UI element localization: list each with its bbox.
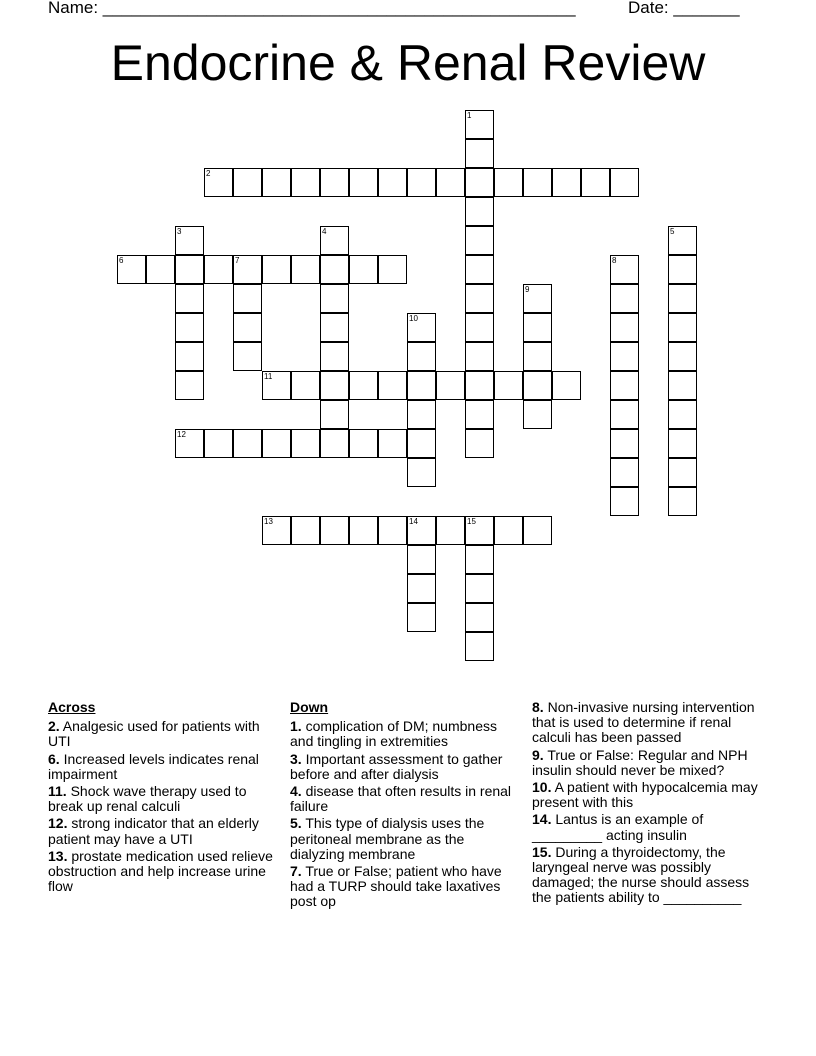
grid-cell[interactable] (465, 574, 494, 603)
grid-cell[interactable] (610, 255, 639, 284)
grid-cell[interactable] (175, 371, 204, 400)
clue-number: 2 (206, 169, 211, 178)
grid-cell[interactable] (465, 632, 494, 661)
grid-cell[interactable] (378, 168, 407, 197)
grid-cell[interactable] (465, 226, 494, 255)
clue-number: 10. (532, 779, 552, 796)
clue-number: 7. (290, 863, 302, 880)
clue-number: 14. (532, 811, 552, 828)
grid-cell[interactable] (523, 516, 552, 545)
grid-cell[interactable] (407, 603, 436, 632)
clue-item (290, 864, 518, 910)
grid-cell[interactable] (668, 255, 697, 284)
clue-number: 3 (177, 227, 182, 236)
grid-cell[interactable] (610, 400, 639, 429)
grid-cell[interactable] (668, 487, 697, 516)
grid-cell[interactable] (291, 168, 320, 197)
grid-cell[interactable] (175, 284, 204, 313)
grid-cell[interactable] (465, 603, 494, 632)
clue-number: 6 (119, 256, 124, 265)
grid-cell[interactable] (407, 313, 436, 342)
clue-item (290, 752, 518, 782)
clue-item (48, 719, 276, 749)
grid-cell[interactable] (349, 516, 378, 545)
grid-cell[interactable] (204, 168, 233, 197)
down-clues (290, 700, 518, 912)
grid-cell[interactable] (610, 487, 639, 516)
grid-cell[interactable] (581, 168, 610, 197)
clue-item (532, 780, 762, 810)
clue-number: 14 (409, 517, 418, 526)
clue-number: 3. (290, 750, 302, 767)
grid-cell[interactable] (465, 313, 494, 342)
grid-cell[interactable] (407, 371, 436, 400)
clue-item (532, 845, 762, 906)
grid-cell[interactable] (291, 429, 320, 458)
grid-cell[interactable] (668, 458, 697, 487)
grid-cell[interactable] (407, 545, 436, 574)
grid-cell[interactable] (320, 255, 349, 284)
grid-cell[interactable] (523, 313, 552, 342)
clue-number: 11 (264, 372, 273, 381)
grid-cell[interactable] (175, 255, 204, 284)
grid-cell[interactable] (494, 371, 523, 400)
grid-cell[interactable] (552, 168, 581, 197)
clue-number: 13. (48, 847, 68, 864)
grid-cell[interactable] (378, 516, 407, 545)
clue-number: 1. (290, 718, 302, 735)
grid-cell[interactable] (407, 574, 436, 603)
clue-item (48, 816, 276, 846)
grid-cell[interactable] (349, 168, 378, 197)
clue-number: 10 (409, 314, 418, 323)
clue-text: Non-invasive nursing intervention that is used to determine if renal calculi has been passed (532, 699, 755, 746)
grid-cell[interactable] (117, 255, 146, 284)
grid-cell[interactable] (494, 168, 523, 197)
clue-item (290, 816, 518, 862)
date-line[interactable]: Date: _______ (628, 0, 740, 17)
grid-cell[interactable] (668, 313, 697, 342)
clue-text: complication of DM; numbness and tingling in extremities (290, 718, 497, 750)
clue-text: True or False: Regular and NPH insulin should never be mixed? (532, 746, 748, 778)
grid-cell[interactable] (668, 429, 697, 458)
grid-cell[interactable] (407, 342, 436, 371)
grid-cell[interactable] (465, 197, 494, 226)
clue-text: Increased levels indicates renal impairment (48, 750, 259, 782)
clue-number: 9. (532, 746, 544, 763)
grid-cell[interactable] (465, 545, 494, 574)
grid-cell[interactable] (523, 168, 552, 197)
clue-item (532, 700, 762, 746)
grid-cell[interactable] (465, 284, 494, 313)
grid-cell[interactable] (320, 400, 349, 429)
grid-cell[interactable] (233, 342, 262, 371)
clue-number: 15. (532, 843, 552, 860)
grid-cell[interactable] (610, 371, 639, 400)
down-heading: Down (290, 699, 329, 715)
grid-cell[interactable] (465, 400, 494, 429)
clue-number: 5 (670, 227, 675, 236)
grid-cell[interactable] (465, 110, 494, 139)
grid-cell[interactable] (320, 342, 349, 371)
grid-cell[interactable] (668, 342, 697, 371)
grid-cell[interactable] (175, 429, 204, 458)
grid-cell[interactable] (320, 168, 349, 197)
clue-item (290, 719, 518, 749)
grid-cell[interactable] (610, 458, 639, 487)
clue-number: 11. (48, 783, 67, 800)
across-clues (48, 700, 276, 896)
grid-cell[interactable] (610, 168, 639, 197)
grid-cell[interactable] (291, 516, 320, 545)
grid-cell[interactable] (175, 226, 204, 255)
grid-cell[interactable] (407, 516, 436, 545)
grid-cell[interactable] (320, 371, 349, 400)
clue-number: 4 (322, 227, 327, 236)
grid-cell[interactable] (465, 429, 494, 458)
clue-number: 12 (177, 430, 186, 439)
clue-text: Important assessment to gather before and after dialysis (290, 750, 503, 782)
grid-cell[interactable] (668, 371, 697, 400)
clue-text: disease that often results in renal failure (290, 783, 512, 815)
grid-cell[interactable] (291, 371, 320, 400)
grid-cell[interactable] (523, 400, 552, 429)
grid-cell[interactable] (523, 342, 552, 371)
grid-cell[interactable] (610, 284, 639, 313)
grid-cell[interactable] (465, 342, 494, 371)
grid-cell[interactable] (407, 429, 436, 458)
grid-cell[interactable] (465, 371, 494, 400)
grid-cell[interactable] (436, 371, 465, 400)
clue-item (532, 812, 762, 842)
grid-cell[interactable] (320, 313, 349, 342)
grid-cell[interactable] (465, 516, 494, 545)
grid-cell[interactable] (668, 400, 697, 429)
clue-number: 8. (532, 699, 544, 715)
grid-cell[interactable] (262, 371, 291, 400)
clue-item (48, 849, 276, 895)
grid-cell[interactable] (204, 255, 233, 284)
clue-number: 6. (48, 750, 60, 767)
clue-item (48, 752, 276, 782)
grid-cell[interactable] (262, 429, 291, 458)
grid-cell[interactable] (204, 429, 233, 458)
grid-cell[interactable] (146, 255, 175, 284)
grid-cell[interactable] (610, 342, 639, 371)
grid-cell[interactable] (668, 226, 697, 255)
grid-cell[interactable] (349, 429, 378, 458)
grid-cell[interactable] (291, 255, 320, 284)
name-line[interactable]: Name: __________________________________________________ (48, 0, 576, 17)
grid-cell[interactable] (233, 168, 262, 197)
clue-number: 8 (612, 256, 617, 265)
grid-cell[interactable] (320, 429, 349, 458)
clue-item (48, 784, 276, 814)
grid-cell[interactable] (233, 255, 262, 284)
clue-text: Analgesic used for patients with UTI (48, 718, 260, 750)
clue-text: prostate medication used relieve obstruction and help increase urine flow (48, 847, 273, 895)
clue-number: 1 (467, 111, 472, 120)
grid-cell[interactable] (407, 458, 436, 487)
grid-cell[interactable] (610, 429, 639, 458)
grid-cell[interactable] (175, 342, 204, 371)
clue-item (290, 784, 518, 814)
grid-cell[interactable] (262, 168, 291, 197)
clue-text: True or False; patient who have had a TURP should take laxatives post op (290, 863, 502, 910)
grid-cell[interactable] (552, 371, 581, 400)
grid-cell[interactable] (378, 371, 407, 400)
grid-cell[interactable] (262, 516, 291, 545)
grid-cell[interactable] (175, 313, 204, 342)
clue-text: During a thyroidectomy, the laryngeal nerve was possibly damaged; the nurse should assess the patients ability to __________ (532, 843, 750, 906)
grid-cell[interactable] (233, 313, 262, 342)
grid-cell[interactable] (320, 284, 349, 313)
clue-number: 5. (290, 815, 302, 832)
clue-number: 4. (290, 783, 302, 800)
grid-cell[interactable] (320, 516, 349, 545)
grid-cell[interactable] (436, 168, 465, 197)
grid-cell[interactable] (233, 429, 262, 458)
clue-number: 2. (48, 718, 60, 735)
clue-item (532, 748, 762, 778)
clue-number: 7 (235, 256, 240, 265)
across-heading: Across (48, 699, 96, 715)
grid-cell[interactable] (494, 516, 523, 545)
clue-number: 15 (467, 517, 476, 526)
grid-cell[interactable] (523, 371, 552, 400)
grid-cell[interactable] (465, 139, 494, 168)
grid-cell[interactable] (436, 516, 465, 545)
clue-text: Shock wave therapy used to break up renal calculi (48, 783, 247, 815)
clue-number: 9 (525, 285, 530, 294)
clue-number: 13 (264, 517, 273, 526)
grid-cell[interactable] (349, 255, 378, 284)
clue-text: Lantus is an example of _________ acting insulin (532, 811, 704, 843)
grid-cell[interactable] (233, 284, 262, 313)
grid-cell[interactable] (407, 400, 436, 429)
grid-cell[interactable] (523, 284, 552, 313)
grid-cell[interactable] (320, 226, 349, 255)
clue-text: A patient with hypocalcemia may present with this (532, 779, 758, 811)
down-clues-continued (532, 700, 762, 908)
clue-number: 12. (48, 815, 68, 832)
grid-cell[interactable] (465, 255, 494, 284)
grid-cell[interactable] (465, 168, 494, 197)
grid-cell[interactable] (378, 429, 407, 458)
grid-cell[interactable] (349, 371, 378, 400)
grid-cell[interactable] (668, 284, 697, 313)
clue-text: strong indicator that an elderly patient may have a UTI (48, 815, 259, 847)
grid-cell[interactable] (378, 255, 407, 284)
grid-cell[interactable] (262, 255, 291, 284)
grid-cell[interactable] (407, 168, 436, 197)
clue-text: This type of dialysis uses the peritoneal membrane as the dialyzing membrane (290, 815, 485, 862)
page-title: Endocrine & Renal Review (110, 35, 706, 91)
grid-cell[interactable] (610, 313, 639, 342)
